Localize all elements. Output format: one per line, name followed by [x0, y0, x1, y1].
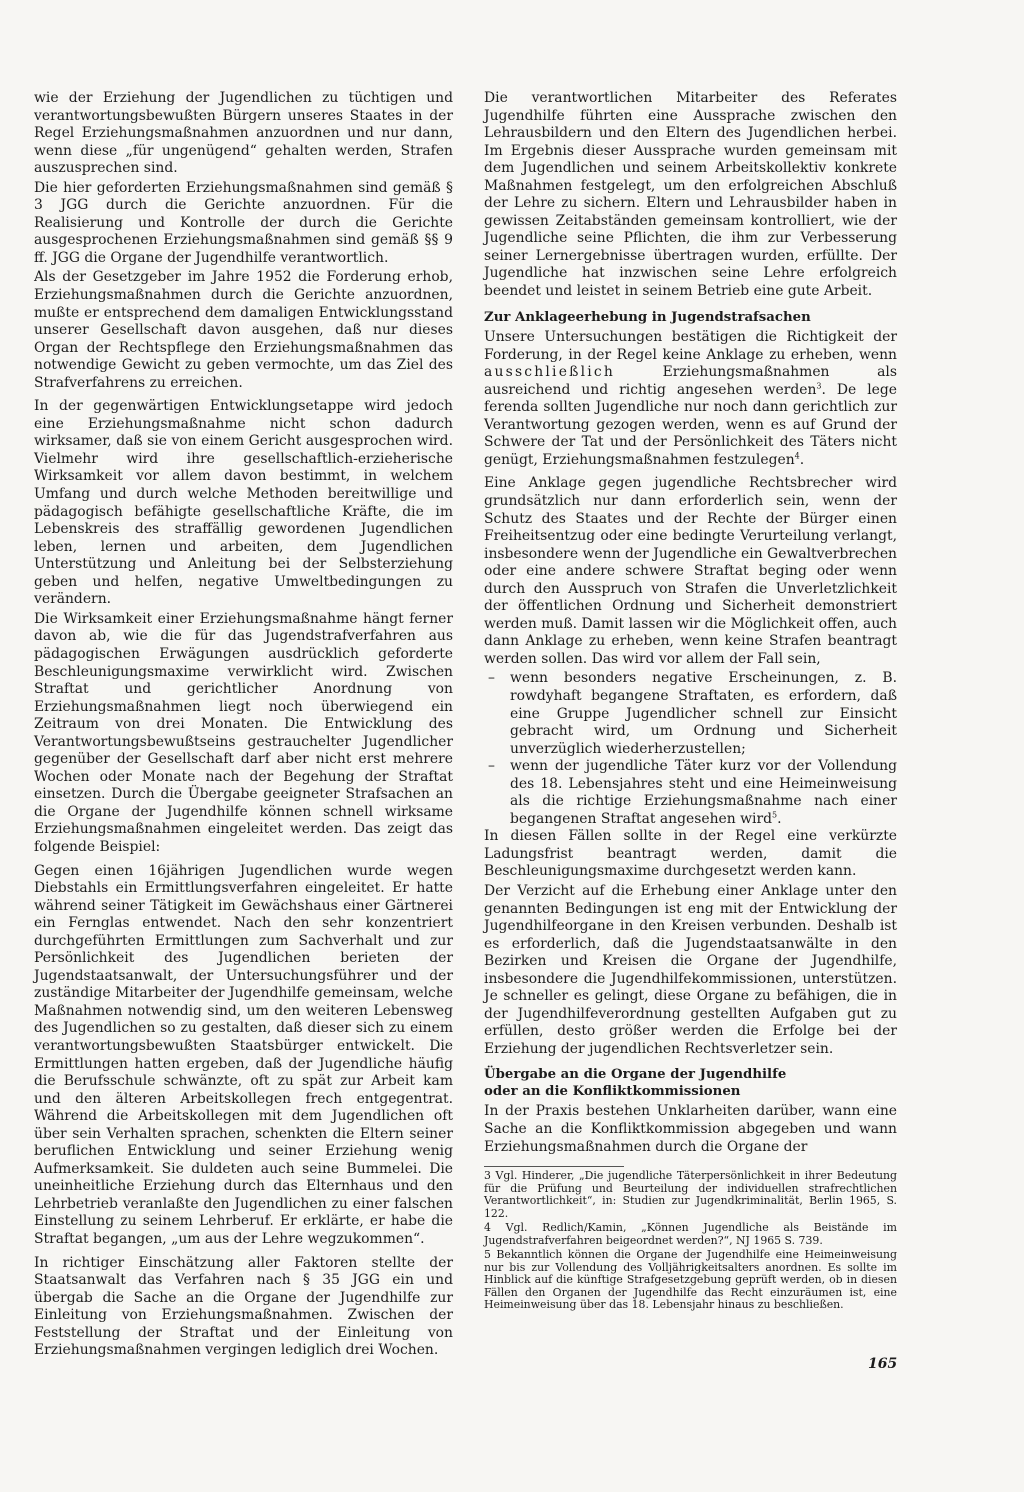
paragraph: Die verantwortlichen Mitarbeiter des Referates Jugendhilfe führten eine Aussprache zwischen den Lehrausbildern und den Eltern des Jugendlichen herbei. Im Ergebnis dieser Aussprache wurden gemeinsam mit dem Jugendlichen und seinem Arbeitskollektiv konkrete Maßnahmen festgelegt, um den erfolgreichen Abschluß der Lehre zu sichern. Eltern und Lehrausbilder haben in gewissen Zeitabständen gemeinsam kontrolliert, wie der Jugendliche seine Pflichten, die ihm zur Verbesserung seiner Lernergebnisse übertragen wurden, erfüllte. Der Jugendliche hat inzwischen seine Lehre erfolgreich beendet und leistet in seinem Betrieb eine gute Arbeit.: [484, 90, 897, 300]
paragraph: Die hier geforderten Erziehungsmaßnahmen sind gemäß § 3 JGG durch die Gerichte anzuordnen. Für die Realisierung und Kontrolle der durch die Gerichte ausgesprochenen Erziehungsmaßnahmen sind gemäß §§ 9 ff. JGG die Organe der Jugendhilfe verantwortlich.: [34, 179, 453, 266]
list-item: – wenn der jugendliche Täter kurz vor der Vollendung des 18. Lebensjahres steht und eine Heimeinweisung als die richtige Erziehungsmaßnahme nach einer begangenen Straftat angesehen wird$^5$.: [484, 758, 897, 828]
right-column: [484, 90, 897, 1314]
paragraph: In richtiger Einschätzung aller Faktoren stellte der Staatsanwalt das Verfahren nach § 35 JGG ein und übergab die Sache an die Organe der Jugendhilfe zur Einleitung von Erziehungsmaßnahmen. Zwischen der Feststellung der Straftat und der Einleitung von Erziehungsmaßnahmen vergingen lediglich drei Wochen.: [34, 1254, 453, 1359]
footnote-ref: 3: [816, 381, 822, 391]
footnote: 3 Vgl. Hinderer, „Die jugendliche Täterpersönlichkeit in ihrer Bedeutung für die Prüfung und Beurteilung der individuellen strafrechtlichen Verantwortlichkeit“, in: Studien zur Jugendkriminalität, Berlin 1965, S. 122.: [484, 1169, 897, 1220]
paragraph: In der Praxis bestehen Unklarheiten darüber, wann eine Sache an die Konfliktkommission abgegeben und wann Erziehungsmaßnahmen durch die Organe der: [484, 1103, 897, 1155]
footnote-ref: 4: [794, 451, 800, 461]
paragraph: Als der Gesetzgeber im Jahre 1952 die Forderung erhob, Erziehungsmaßnahmen durch die Gerichte anzuordnen, mußte er entsprechend dem damaligen Entwicklungsstand unserer Gesellschaft davon ausgehen, daß nur dieses Organ der Rechtspflege den Erziehungsmaßnahmen das notwendige Gewicht zu geben vermochte, um das Ziel des Strafverfahrens zu erreichen.: [34, 269, 453, 391]
footnote: 4 Vgl. Redlich/Kamin, „Können Jugendliche als Beistände im Jugendstrafverfahren beigeordnet werden?“, NJ 1965 S. 739.: [484, 1221, 897, 1247]
list-item: – wenn besonders negative Erscheinungen, z. B. rowdyhaft begangene Straftaten, es erfordern, daß eine Gruppe Jugendlicher schnell zur Einsicht gebracht wird, um Ordnung und Sicherheit unverzüglich wiederherzustellen;: [484, 670, 897, 758]
paragraph: In der gegenwärtigen Entwicklungsetappe wird jedoch eine Erziehungsmaßnahme nicht schon dadurch wirksamer, daß sie von einem Gericht ausgesprochen wird. Vielmehr wird ihre gesellschaftlich-erzieherische Wirksamkeit vor allem davon bestimmt, in welchem Umfang und durch welche Methoden bereitwillige und pädagogisch befähigte gesellschaftliche Kräfte, die im Lebenskreis des straffällig gewordenen Jugendlichen leben, lernen und arbeiten, dem Jugendlichen Unterstützung und Anleitung bei der Selbsterziehung geben und helfen, negative Umweltbedingungen zu verändern.: [34, 398, 453, 608]
emphasized-text: ausschließlich: [484, 364, 616, 381]
left-column: [34, 90, 453, 1362]
page-number: 165: [868, 1356, 898, 1372]
dash-list: [484, 670, 897, 828]
paragraph: Die Wirksamkeit einer Erziehungsmaßnahme hängt ferner davon ab, wie die für das Jugendstrafverfahren aus pädagogischen Erwägungen ausdrücklich geforderte Beschleunigungsmaxime verwirklicht wird. Zwischen Straftat und gerichtlicher Anordnung von Erziehungsmaßnahmen liegt noch überwiegend ein Zeitraum von drei Monaten. Die Entwicklung des Verantwortungsbewußtseins gestrauchelter Jugendlicher gegenüber der Gesellschaft darf aber nicht erst mehrere Wochen oder Monate nach der Begehung der Straftat einsetzen. Durch die Übergabe geeigneter Strafsachen an die Organe der Jugendhilfe können schnell wirksame Erziehungsmaßnahmen eingeleitet werden. Das zeigt das folgende Beispiel:: [34, 610, 453, 855]
footnote: 5 Bekanntlich können die Organe der Jugendhilfe eine Heimeinweisung nur bis zur Vollendung des Volljährigkeitsalters anordnen. Es sollte im Hinblick auf die künftige Strafgesetzgebung geprüft werden, ob in diesen Fällen den Organen der Jugendhilfe das Recht einzuräumen ist, eine Heimeinweisung über das 18. Lebensjahr hinaus zu beschließen.: [484, 1248, 897, 1312]
footnote-ref: 5: [771, 810, 778, 820]
section-heading: Zur Anklageerhebung in Jugendstrafsachen: [484, 309, 811, 325]
section-heading: Übergabe an die Organe der Jugendhilfe oder an die Konfliktkommissionen: [484, 1067, 787, 1099]
paragraph: Eine Anklage gegen jugendliche Rechtsbrecher wird grundsätzlich nur dann erforderlich sein, wenn der Schutz des Staates und der Rechte der Bürger einen Freiheitsentzug oder eine bedingte Verurteilung verlangt, insbesondere wenn der Jugendliche ein Gewaltverbrechen oder eine andere schwere Straftat beging oder wenn durch den Ausspruch von Strafen die Unverletzlichkeit der öffentlichen Ordnung und Sicherheit demonstriert werden muß. Damit lassen wir die Möglichkeit offen, auch dann Anklage zu erheben, wenn keine Strafen beantragt werden sollen. Das wird vor allem der Fall sein,: [484, 475, 897, 667]
paragraph: wie der Erziehung der Jugendlichen zu tüchtigen und verantwortungsbewußten Bürgern unseres Staates in der Regel Erziehungsmaßnahmen anzuordnen und nur dann, wenn diese „für ungenügend“ gehalten werden, Strafen auszusprechen sind.: [34, 90, 453, 177]
paragraph: Unsere Untersuchungen bestätigen die Richtigkeit der Forderung, in der Regel keine Anklage zu erheben, wenn ausschließlich Erziehungsmaßnahmen als ausreichend und richtig angesehen werden$^3$. De lege ferenda sollten Jugendliche nur noch dann gerichtlich zur Verantwortung gezogen werden, wenn es auf Grund der Schwere der Tat und der Persönlichkeit des Täters nicht genügt, Erziehungsmaßnahmen festzulegen$^4$.: [484, 329, 897, 468]
paragraph: Der Verzicht auf die Erhebung einer Anklage unter den genannten Bedingungen ist eng mit der Entwicklung der Jugendhilfeorgane in den Kreisen verbunden. Deshalb ist es erforderlich, daß die Jugendstaatsanwälte in den Bezirken und Kreisen die Organe der Jugendhilfe, insbesondere die Jugendhilfekommissionen, unterstützen. Je schneller es gelingt, diese Organe zu befähigen, die in der Jugendhilfeverordnung gestellten Aufgaben gut zu erfüllen, desto größer werden die Erfolge bei der Erziehung der jugendlichen Rechtsverletzer sein.: [484, 883, 897, 1057]
paragraph: In diesen Fällen sollte in der Regel eine verkürzte Ladungsfrist beantragt werden, damit die Beschleunigungsmaxime durchgesetzt werden kann.: [484, 828, 897, 880]
paragraph: Gegen einen 16jährigen Jugendlichen wurde wegen Diebstahls ein Ermittlungsverfahren eingeleitet. Er hatte während seiner Tätigkeit im Gewächshaus einer Gärtnerei ein Fernglas entwendet. Nach den sehr konzentriert durchgeführten Ermittlungen zum Sachverhalt und zur Persönlichkeit des Jugendlichen berieten der Jugendstaatsanwalt, der Untersuchungsführer und der zuständige Mitarbeiter der Jugendhilfe gemeinsam, welche Maßnahmen notwendig sind, um den weiteren Lebensweg des Jugendlichen so zu gestalten, daß dieser sich zu einem verantwortungsbewußten Staatsbürger entwickelt. Die Ermittlungen hatten ergeben, daß der Jugendliche häufig die Berufsschule schwänzte, oft zu spät zur Arbeit kam und den älteren Arbeitskollegen frech entgegentrat. Während die Arbeitskollegen mit dem Jugendlichen oft über sein Verhalten sprachen, schenkten die Eltern seiner beruflichen Entwicklung und seiner Erziehung wenig Aufmerksamkeit. Sie duldeten auch seine Bummelei. Die uneinheitliche Erziehung durch das Elternhaus und den Lehrbetrieb veranlaßte den Jugendlichen zu einer falschen Einstellung zu seinem Lehrberuf. Er erklärte, er habe die Straftat begangen, „um aus der Lehre wegzukommen“.: [34, 862, 453, 1247]
